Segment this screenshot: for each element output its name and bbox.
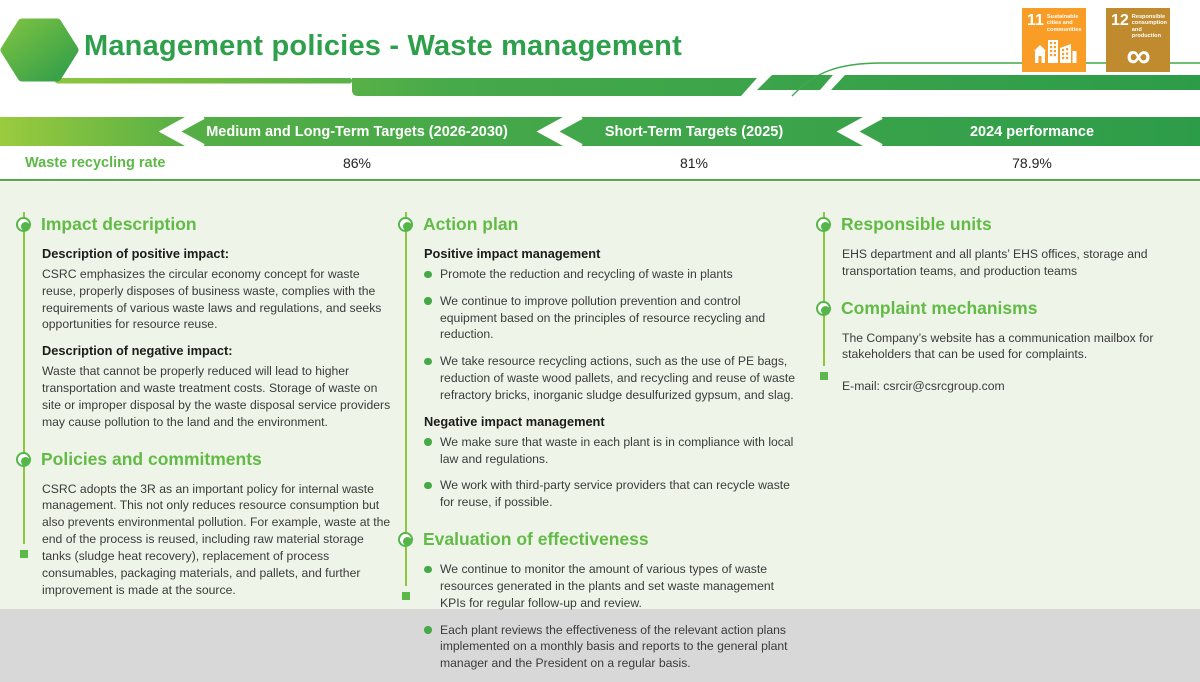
positive-management-label: Positive impact management [424,246,601,261]
metric-label: Waste recycling rate [25,154,166,171]
complaint-text: The Company’s website has a communication mailbox for stakeholders that can be used for complaints. [842,330,1154,362]
bullseye-icon [816,217,831,232]
rail-end-square [20,550,28,558]
section-heading-label: Action plan [423,214,519,234]
complaint-email: E-mail: csrcir@csrcgroup.com [842,379,1005,394]
section-heading-complaint-mechanisms [816,298,1196,319]
list-item: Promote the reduction and recycling of waste in plants [424,266,800,283]
list-item: We make sure that waste in each plant is in compliance with local law and regulations. [424,434,800,468]
positive-impact-text: CSRC emphasizes the circular economy concept for waste reuse, properly disposes of business waste, complies with the requirements of various waste laws and regulations, and seeks opportunities for resource reuse. [42,267,382,332]
negative-management-label: Negative impact management [424,413,605,429]
bullseye-icon [16,217,31,232]
column-responsible-complaint [816,196,1196,393]
bullseye-icon [16,452,31,467]
column-header-2024-performance: 2024 performance [969,123,1095,140]
targets-header-bar [0,117,1200,146]
list-item: Each plant reviews the effectiveness of the relevant action plans implemented on a monthly basis and reports to the general plant manager and the President on a regular basis. [424,622,800,672]
section-heading-label: Impact description [41,214,197,234]
section-heading-label: Evaluation of effectiveness [423,529,649,550]
section-heading-label: Complaint mechanisms [841,297,1038,318]
metric-row-waste-recycling-rate [0,146,1200,181]
responsible-units-text: EHS department and all plants’ EHS offices, storage and transportation teams, and production teams [842,247,1148,278]
column-header-short-term: Short-Term Targets (2025) [604,123,784,140]
list-item: We take resource recycling actions, such as the use of PE bags, reduction of waste wood pallets, and recycling and reuse of waste refractory bricks, inorganic sludge desulfurized gypsum, and slag. [424,353,800,403]
column-action-evaluation [398,196,800,682]
list-item: We continue to monitor the amount of various types of waste resources generated in the plants and set waste management KPIs for regular follow-up and review. [424,561,800,611]
rail-end-square [820,372,828,380]
sdg-11-number: 11 [1027,12,1044,29]
policies-text: CSRC adopts the 3R as an important policy for internal waste management. This not only reduces resource consumption but also prevents environmental pollution. For example, waste at the end of the process is reused, including raw material storage tanks (sludge heat recovery), replacement of process consumables, packaging materials, and pallets, and further improvement is made at the source. [42,481,391,597]
chevron-left-icon [838,117,884,146]
section-heading-label: Policies and commitments [41,448,262,469]
column-impact-policies [16,196,394,608]
chevron-left-icon [160,117,206,146]
metric-value-short-term: 81% [679,154,709,171]
bullseye-icon [398,532,413,547]
list-item: We work with third-party service providers that can recycle waste for reuse, if possible. [424,477,800,511]
bullseye-icon [816,301,831,316]
section-heading-action-plan [398,214,800,235]
sdg-badge-12 [1106,8,1170,75]
section-rail [823,212,825,366]
page-title: Management policies - Waste management [84,30,682,62]
negative-impact-label: Description of negative impact: [42,343,233,359]
hexagon-logo-icon [0,12,80,88]
section-heading-responsible-units [816,214,1196,235]
infinity-icon: ∞ [1126,36,1151,75]
list-item: We continue to improve pollution prevention and control equipment based on the principles of resource recycling and reduction. [424,293,800,343]
sdg-12-number: 12 [1111,12,1129,29]
metric-value-medium-long-term: 86% [342,154,372,171]
chevron-left-icon [538,117,584,146]
sdg-badge-11 [1022,8,1086,72]
sdg-12-label: Responsible consumption and production [1131,14,1167,40]
section-heading-impact-description [16,214,394,235]
evaluation-list [424,561,800,672]
bullseye-icon [398,217,413,232]
sdg-11-label: Sustainable cities and communities [1046,14,1082,33]
section-heading-evaluation [398,529,800,550]
negative-impact-text: Waste that cannot be properly reduced will lead to higher transportation and waste treatment costs. Storage of waste on site or improper disposal by the waste disposal service providers may cause pollution to the land and the environment. [42,364,391,429]
metric-value-2024: 78.9% [1012,154,1052,171]
negative-management-list [424,434,800,511]
section-heading-label: Responsible units [841,214,992,234]
column-header-medium-long-term: Medium and Long-Term Targets (2026-2030) [206,123,508,140]
section-rail [23,212,25,544]
rail-end-square [402,592,410,600]
positive-management-list [424,266,800,404]
positive-impact-label: Description of positive impact: [42,246,230,261]
section-heading-policies-commitments [16,449,394,470]
city-buildings-icon [1033,39,1077,65]
